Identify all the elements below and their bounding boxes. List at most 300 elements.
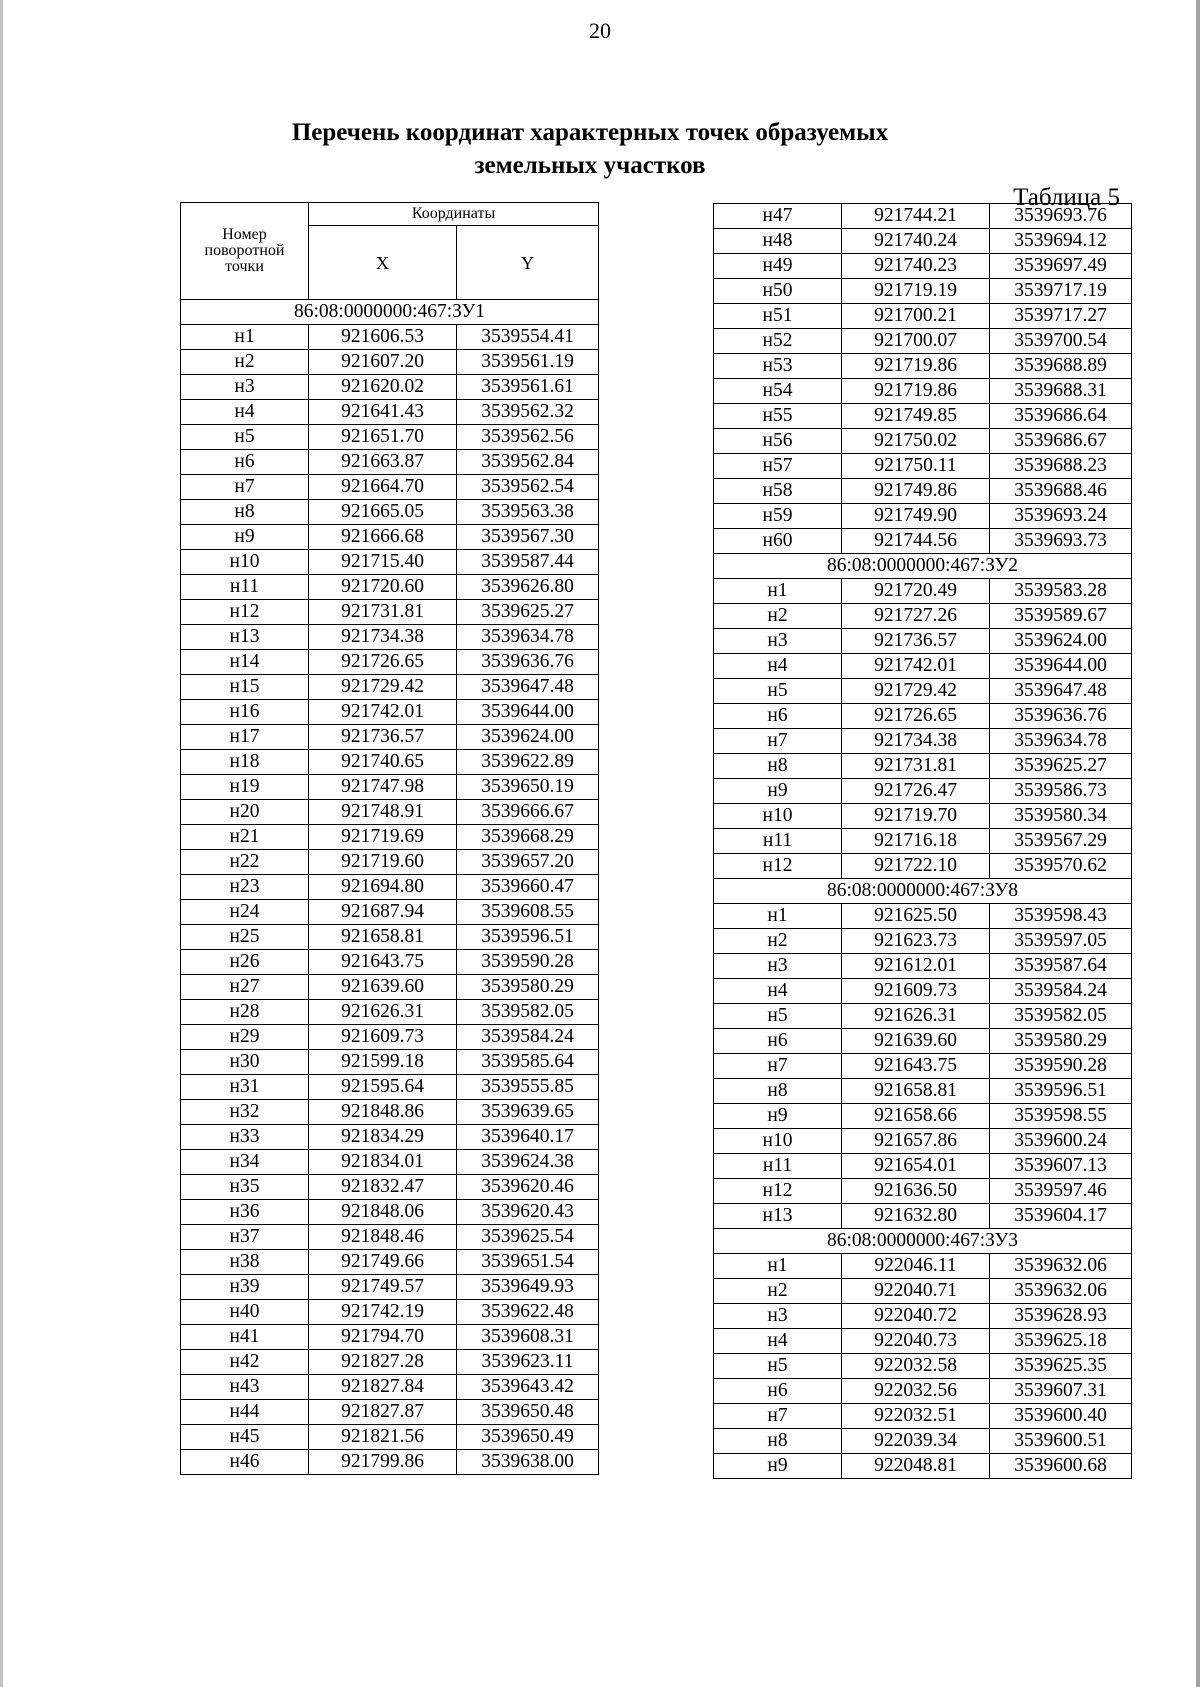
y-coordinate-cell: 3539650.48: [457, 1400, 599, 1425]
y-coordinate-cell: 3539561.61: [457, 375, 599, 400]
table-row: [714, 1429, 1132, 1454]
header-point-number: [181, 203, 309, 300]
header-point-line-2: поворотной: [204, 242, 285, 259]
table-row: [181, 900, 599, 925]
y-coordinate-cell: 3539624.00: [457, 725, 599, 750]
point-number-cell: н7: [181, 475, 309, 500]
x-coordinate-cell: 921726.47: [842, 779, 990, 804]
table-row: [181, 425, 599, 450]
y-coordinate-cell: 3539626.80: [457, 575, 599, 600]
table-label: Таблица 5: [1013, 184, 1120, 211]
point-number-cell: н17: [181, 725, 309, 750]
header-x: X: [309, 226, 457, 300]
x-coordinate-cell: 921848.46: [309, 1225, 457, 1250]
y-coordinate-cell: 3539562.32: [457, 400, 599, 425]
x-coordinate-cell: 921848.86: [309, 1100, 457, 1125]
y-coordinate-cell: 3539688.23: [990, 454, 1132, 479]
y-coordinate-cell: 3539584.24: [990, 979, 1132, 1004]
y-coordinate-cell: 3539644.00: [990, 654, 1132, 679]
table-row: [181, 1325, 599, 1350]
point-number-cell: н13: [714, 1204, 842, 1229]
y-coordinate-cell: 3539666.67: [457, 800, 599, 825]
table-row: [714, 379, 1132, 404]
y-coordinate-cell: 3539562.84: [457, 450, 599, 475]
table-row: [181, 925, 599, 950]
point-number-cell: н57: [714, 454, 842, 479]
y-coordinate-cell: 3539628.93: [990, 1304, 1132, 1329]
x-coordinate-cell: 921832.47: [309, 1175, 457, 1200]
y-coordinate-cell: 3539634.78: [990, 729, 1132, 754]
point-number-cell: н9: [714, 1104, 842, 1129]
x-coordinate-cell: 921599.18: [309, 1050, 457, 1075]
x-coordinate-cell: 921606.53: [309, 325, 457, 350]
y-coordinate-cell: 3539580.34: [990, 804, 1132, 829]
y-coordinate-cell: 3539688.31: [990, 379, 1132, 404]
x-coordinate-cell: 921747.98: [309, 775, 457, 800]
table-row: [714, 329, 1132, 354]
y-coordinate-cell: 3539644.00: [457, 700, 599, 725]
point-number-cell: н59: [714, 504, 842, 529]
table-row: [714, 304, 1132, 329]
x-coordinate-cell: 921742.19: [309, 1300, 457, 1325]
y-coordinate-cell: 3539554.41: [457, 325, 599, 350]
y-coordinate-cell: 3539632.06: [990, 1279, 1132, 1304]
table-row: [714, 1254, 1132, 1279]
x-coordinate-cell: 921663.87: [309, 450, 457, 475]
table-row: [714, 804, 1132, 829]
table-row: [181, 500, 599, 525]
x-coordinate-cell: 921643.75: [842, 1054, 990, 1079]
x-coordinate-cell: 921720.49: [842, 579, 990, 604]
point-number-cell: н4: [714, 1329, 842, 1354]
table-row: [714, 354, 1132, 379]
header-point-line-3: точки: [225, 258, 264, 275]
point-number-cell: н7: [714, 729, 842, 754]
point-number-cell: н8: [714, 1429, 842, 1454]
y-coordinate-cell: 3539717.19: [990, 279, 1132, 304]
table-row: [181, 875, 599, 900]
x-coordinate-cell: 921658.66: [842, 1104, 990, 1129]
table-row: [181, 950, 599, 975]
point-number-cell: н55: [714, 404, 842, 429]
x-coordinate-cell: 921612.01: [842, 954, 990, 979]
point-number-cell: н20: [181, 800, 309, 825]
point-number-cell: н9: [181, 525, 309, 550]
y-coordinate-cell: 3539693.76: [990, 204, 1132, 229]
point-number-cell: н31: [181, 1075, 309, 1100]
x-coordinate-cell: 921607.20: [309, 350, 457, 375]
x-coordinate-cell: 922032.51: [842, 1404, 990, 1429]
table-row: [181, 1100, 599, 1125]
point-number-cell: н3: [181, 375, 309, 400]
x-coordinate-cell: 921799.86: [309, 1450, 457, 1475]
y-coordinate-cell: 3539555.85: [457, 1075, 599, 1100]
y-coordinate-cell: 3539686.67: [990, 429, 1132, 454]
table-row: [714, 629, 1132, 654]
section-row: [714, 879, 1132, 904]
x-coordinate-cell: 921736.57: [309, 725, 457, 750]
x-coordinate-cell: 921657.86: [842, 1129, 990, 1154]
table-row: [181, 825, 599, 850]
y-coordinate-cell: 3539625.35: [990, 1354, 1132, 1379]
point-number-cell: н7: [714, 1054, 842, 1079]
table-row: [714, 479, 1132, 504]
point-number-cell: н12: [714, 1179, 842, 1204]
point-number-cell: н47: [714, 204, 842, 229]
point-number-cell: н11: [181, 575, 309, 600]
y-coordinate-cell: 3539693.73: [990, 529, 1132, 554]
x-coordinate-cell: 921744.21: [842, 204, 990, 229]
x-coordinate-cell: 921626.31: [309, 1000, 457, 1025]
table-row: [714, 429, 1132, 454]
point-number-cell: н49: [714, 254, 842, 279]
y-coordinate-cell: 3539600.68: [990, 1454, 1132, 1479]
x-coordinate-cell: 921827.84: [309, 1375, 457, 1400]
x-coordinate-cell: 921794.70: [309, 1325, 457, 1350]
y-coordinate-cell: 3539694.12: [990, 229, 1132, 254]
table-row: [714, 1204, 1132, 1229]
table-row: [714, 229, 1132, 254]
y-coordinate-cell: 3539586.73: [990, 779, 1132, 804]
point-number-cell: н4: [714, 654, 842, 679]
y-coordinate-cell: 3539636.76: [457, 650, 599, 675]
x-coordinate-cell: 921632.80: [842, 1204, 990, 1229]
x-coordinate-cell: 921620.02: [309, 375, 457, 400]
table-row: [181, 975, 599, 1000]
x-coordinate-cell: 921722.10: [842, 854, 990, 879]
x-coordinate-cell: 921749.57: [309, 1275, 457, 1300]
point-number-cell: н51: [714, 304, 842, 329]
x-coordinate-cell: 921700.21: [842, 304, 990, 329]
point-number-cell: н9: [714, 779, 842, 804]
point-number-cell: н52: [714, 329, 842, 354]
point-number-cell: н27: [181, 975, 309, 1000]
table-row: [714, 854, 1132, 879]
section-label: 86:08:0000000:467:ЗУ2: [714, 554, 1132, 579]
x-coordinate-cell: 921716.18: [842, 829, 990, 854]
x-coordinate-cell: 921665.05: [309, 500, 457, 525]
point-number-cell: н3: [714, 1304, 842, 1329]
x-coordinate-cell: 921726.65: [309, 650, 457, 675]
point-number-cell: н3: [714, 954, 842, 979]
x-coordinate-cell: 921750.11: [842, 454, 990, 479]
y-coordinate-cell: 3539607.31: [990, 1379, 1132, 1404]
x-coordinate-cell: 921834.01: [309, 1150, 457, 1175]
x-coordinate-cell: 921664.70: [309, 475, 457, 500]
y-coordinate-cell: 3539625.54: [457, 1225, 599, 1250]
y-coordinate-cell: 3539600.40: [990, 1404, 1132, 1429]
right-table-body: [714, 204, 1132, 1479]
table-row: [181, 525, 599, 550]
table-row: [714, 929, 1132, 954]
point-number-cell: н11: [714, 829, 842, 854]
y-coordinate-cell: 3539625.18: [990, 1329, 1132, 1354]
point-number-cell: н39: [181, 1275, 309, 1300]
y-coordinate-cell: 3539623.11: [457, 1350, 599, 1375]
x-coordinate-cell: 922040.73: [842, 1329, 990, 1354]
point-number-cell: н2: [714, 604, 842, 629]
table-row: [714, 1454, 1132, 1479]
table-row: [714, 979, 1132, 1004]
point-number-cell: н4: [181, 400, 309, 425]
point-number-cell: н3: [714, 629, 842, 654]
x-coordinate-cell: 921609.73: [842, 979, 990, 1004]
point-number-cell: н38: [181, 1250, 309, 1275]
y-coordinate-cell: 3539562.54: [457, 475, 599, 500]
point-number-cell: н43: [181, 1375, 309, 1400]
point-number-cell: н23: [181, 875, 309, 900]
table-row: [181, 1225, 599, 1250]
y-coordinate-cell: 3539580.29: [457, 975, 599, 1000]
table-row: [714, 754, 1132, 779]
point-number-cell: н2: [714, 929, 842, 954]
table-row: [181, 750, 599, 775]
x-coordinate-cell: 921821.56: [309, 1425, 457, 1450]
x-coordinate-cell: 922032.58: [842, 1354, 990, 1379]
point-number-cell: н37: [181, 1225, 309, 1250]
point-number-cell: н1: [181, 325, 309, 350]
table-row: [181, 725, 599, 750]
point-number-cell: н30: [181, 1050, 309, 1075]
x-coordinate-cell: 922039.34: [842, 1429, 990, 1454]
y-coordinate-cell: 3539643.42: [457, 1375, 599, 1400]
table-row: [181, 1125, 599, 1150]
table-row: [181, 1425, 599, 1450]
table-row: [714, 954, 1132, 979]
table-row: [714, 729, 1132, 754]
table-row: [714, 1054, 1132, 1079]
x-coordinate-cell: 921742.01: [842, 654, 990, 679]
y-coordinate-cell: 3539632.06: [990, 1254, 1132, 1279]
table-row: [181, 375, 599, 400]
x-coordinate-cell: 921641.43: [309, 400, 457, 425]
x-coordinate-cell: 921595.64: [309, 1075, 457, 1100]
y-coordinate-cell: 3539582.05: [457, 1000, 599, 1025]
y-coordinate-cell: 3539567.30: [457, 525, 599, 550]
x-coordinate-cell: 921727.26: [842, 604, 990, 629]
point-number-cell: н10: [181, 550, 309, 575]
x-coordinate-cell: 921639.60: [309, 975, 457, 1000]
table-row: [181, 1075, 599, 1100]
point-number-cell: н5: [714, 1004, 842, 1029]
y-coordinate-cell: 3539624.00: [990, 629, 1132, 654]
y-coordinate-cell: 3539584.24: [457, 1025, 599, 1050]
x-coordinate-cell: 921827.87: [309, 1400, 457, 1425]
table-row: [181, 650, 599, 675]
y-coordinate-cell: 3539625.27: [457, 600, 599, 625]
point-number-cell: н40: [181, 1300, 309, 1325]
table-row: [181, 1025, 599, 1050]
table-row: [714, 604, 1132, 629]
x-coordinate-cell: 921719.86: [842, 354, 990, 379]
x-coordinate-cell: 921720.60: [309, 575, 457, 600]
point-number-cell: н24: [181, 900, 309, 925]
point-number-cell: н6: [714, 704, 842, 729]
table-row: [181, 1250, 599, 1275]
document-title: [240, 116, 940, 182]
y-coordinate-cell: 3539600.24: [990, 1129, 1132, 1154]
x-coordinate-cell: 921666.68: [309, 525, 457, 550]
x-coordinate-cell: 921643.75: [309, 950, 457, 975]
y-coordinate-cell: 3539638.00: [457, 1450, 599, 1475]
point-number-cell: н28: [181, 1000, 309, 1025]
x-coordinate-cell: 921719.60: [309, 850, 457, 875]
point-number-cell: н22: [181, 850, 309, 875]
x-coordinate-cell: 921740.24: [842, 229, 990, 254]
table-row: [181, 775, 599, 800]
section-row: [181, 300, 599, 325]
table-row: [181, 1350, 599, 1375]
x-coordinate-cell: 921694.80: [309, 875, 457, 900]
point-number-cell: н2: [181, 350, 309, 375]
y-coordinate-cell: 3539700.54: [990, 329, 1132, 354]
x-coordinate-cell: 921749.85: [842, 404, 990, 429]
table-row: [714, 1304, 1132, 1329]
x-coordinate-cell: 921744.56: [842, 529, 990, 554]
y-coordinate-cell: 3539634.78: [457, 625, 599, 650]
point-number-cell: н35: [181, 1175, 309, 1200]
y-coordinate-cell: 3539562.56: [457, 425, 599, 450]
point-number-cell: н34: [181, 1150, 309, 1175]
section-label: 86:08:0000000:467:ЗУ1: [181, 300, 599, 325]
y-coordinate-cell: 3539650.49: [457, 1425, 599, 1450]
y-coordinate-cell: 3539647.48: [457, 675, 599, 700]
table-row: [714, 654, 1132, 679]
table-row: [714, 279, 1132, 304]
y-coordinate-cell: 3539597.05: [990, 929, 1132, 954]
point-number-cell: н4: [714, 979, 842, 1004]
point-number-cell: н48: [714, 229, 842, 254]
point-number-cell: н1: [714, 579, 842, 604]
y-coordinate-cell: 3539625.27: [990, 754, 1132, 779]
y-coordinate-cell: 3539688.89: [990, 354, 1132, 379]
x-coordinate-cell: 922040.71: [842, 1279, 990, 1304]
point-number-cell: н16: [181, 700, 309, 725]
x-coordinate-cell: 921651.70: [309, 425, 457, 450]
point-number-cell: н60: [714, 529, 842, 554]
y-coordinate-cell: 3539600.51: [990, 1429, 1132, 1454]
table-row: [714, 1154, 1132, 1179]
y-coordinate-cell: 3539589.67: [990, 604, 1132, 629]
y-coordinate-cell: 3539570.62: [990, 854, 1132, 879]
table-row: [714, 704, 1132, 729]
table-row: [181, 1200, 599, 1225]
y-coordinate-cell: 3539607.13: [990, 1154, 1132, 1179]
x-coordinate-cell: 921834.29: [309, 1125, 457, 1150]
y-coordinate-cell: 3539561.19: [457, 350, 599, 375]
y-coordinate-cell: 3539622.89: [457, 750, 599, 775]
point-number-cell: н14: [181, 650, 309, 675]
point-number-cell: н42: [181, 1350, 309, 1375]
table-row: [181, 800, 599, 825]
x-coordinate-cell: 921731.81: [842, 754, 990, 779]
y-coordinate-cell: 3539587.44: [457, 550, 599, 575]
table-row: [181, 550, 599, 575]
point-number-cell: н19: [181, 775, 309, 800]
x-coordinate-cell: 921729.42: [842, 679, 990, 704]
table-row: [181, 1150, 599, 1175]
section-row: [714, 1229, 1132, 1254]
x-coordinate-cell: 921827.28: [309, 1350, 457, 1375]
table-row: [714, 204, 1132, 229]
x-coordinate-cell: 921719.86: [842, 379, 990, 404]
y-coordinate-cell: 3539649.93: [457, 1275, 599, 1300]
table-row: [714, 1079, 1132, 1104]
y-coordinate-cell: 3539651.54: [457, 1250, 599, 1275]
y-coordinate-cell: 3539697.49: [990, 254, 1132, 279]
point-number-cell: н46: [181, 1450, 309, 1475]
scan-edge-left: [0, 0, 3, 1687]
table-row: [181, 1175, 599, 1200]
x-coordinate-cell: 921749.66: [309, 1250, 457, 1275]
section-label: 86:08:0000000:467:ЗУ8: [714, 879, 1132, 904]
table-row: [181, 1300, 599, 1325]
point-number-cell: н6: [714, 1029, 842, 1054]
y-coordinate-cell: 3539596.51: [457, 925, 599, 950]
point-number-cell: н29: [181, 1025, 309, 1050]
table-row: [181, 325, 599, 350]
table-row: [181, 600, 599, 625]
x-coordinate-cell: 921740.65: [309, 750, 457, 775]
point-number-cell: н11: [714, 1154, 842, 1179]
point-number-cell: н7: [714, 1404, 842, 1429]
table-row: [181, 575, 599, 600]
point-number-cell: н50: [714, 279, 842, 304]
table-row: [714, 679, 1132, 704]
y-coordinate-cell: 3539622.48: [457, 1300, 599, 1325]
table-row: [181, 400, 599, 425]
point-number-cell: н26: [181, 950, 309, 975]
point-number-cell: н25: [181, 925, 309, 950]
table-row: [181, 850, 599, 875]
point-number-cell: н36: [181, 1200, 309, 1225]
y-coordinate-cell: 3539604.17: [990, 1204, 1132, 1229]
table-row: [714, 1404, 1132, 1429]
table-row: [714, 1129, 1132, 1154]
y-coordinate-cell: 3539624.38: [457, 1150, 599, 1175]
title-line-1: Перечень координат характерных точек образуемых: [291, 119, 889, 146]
table-row: [714, 1104, 1132, 1129]
point-number-cell: н41: [181, 1325, 309, 1350]
y-coordinate-cell: 3539717.27: [990, 304, 1132, 329]
table-row: [714, 504, 1132, 529]
x-coordinate-cell: 921749.90: [842, 504, 990, 529]
page-number: 20: [589, 18, 611, 43]
y-coordinate-cell: 3539657.20: [457, 850, 599, 875]
table-row: [714, 1029, 1132, 1054]
y-coordinate-cell: 3539608.31: [457, 1325, 599, 1350]
x-coordinate-cell: 921748.91: [309, 800, 457, 825]
point-number-cell: н6: [181, 450, 309, 475]
point-number-cell: н9: [714, 1454, 842, 1479]
x-coordinate-cell: 921687.94: [309, 900, 457, 925]
x-coordinate-cell: 921658.81: [842, 1079, 990, 1104]
point-number-cell: н21: [181, 825, 309, 850]
y-coordinate-cell: 3539598.43: [990, 904, 1132, 929]
y-coordinate-cell: 3539668.29: [457, 825, 599, 850]
section-label: 86:08:0000000:467:ЗУ3: [714, 1229, 1132, 1254]
point-number-cell: н1: [714, 1254, 842, 1279]
table-row: [181, 450, 599, 475]
x-coordinate-cell: 921726.65: [842, 704, 990, 729]
x-coordinate-cell: 921734.38: [842, 729, 990, 754]
x-coordinate-cell: 921750.02: [842, 429, 990, 454]
point-number-cell: н1: [714, 904, 842, 929]
point-number-cell: н33: [181, 1125, 309, 1150]
y-coordinate-cell: 3539640.17: [457, 1125, 599, 1150]
coordinates-table-left: [180, 202, 599, 1475]
header-coordinates: Координаты: [309, 203, 599, 226]
